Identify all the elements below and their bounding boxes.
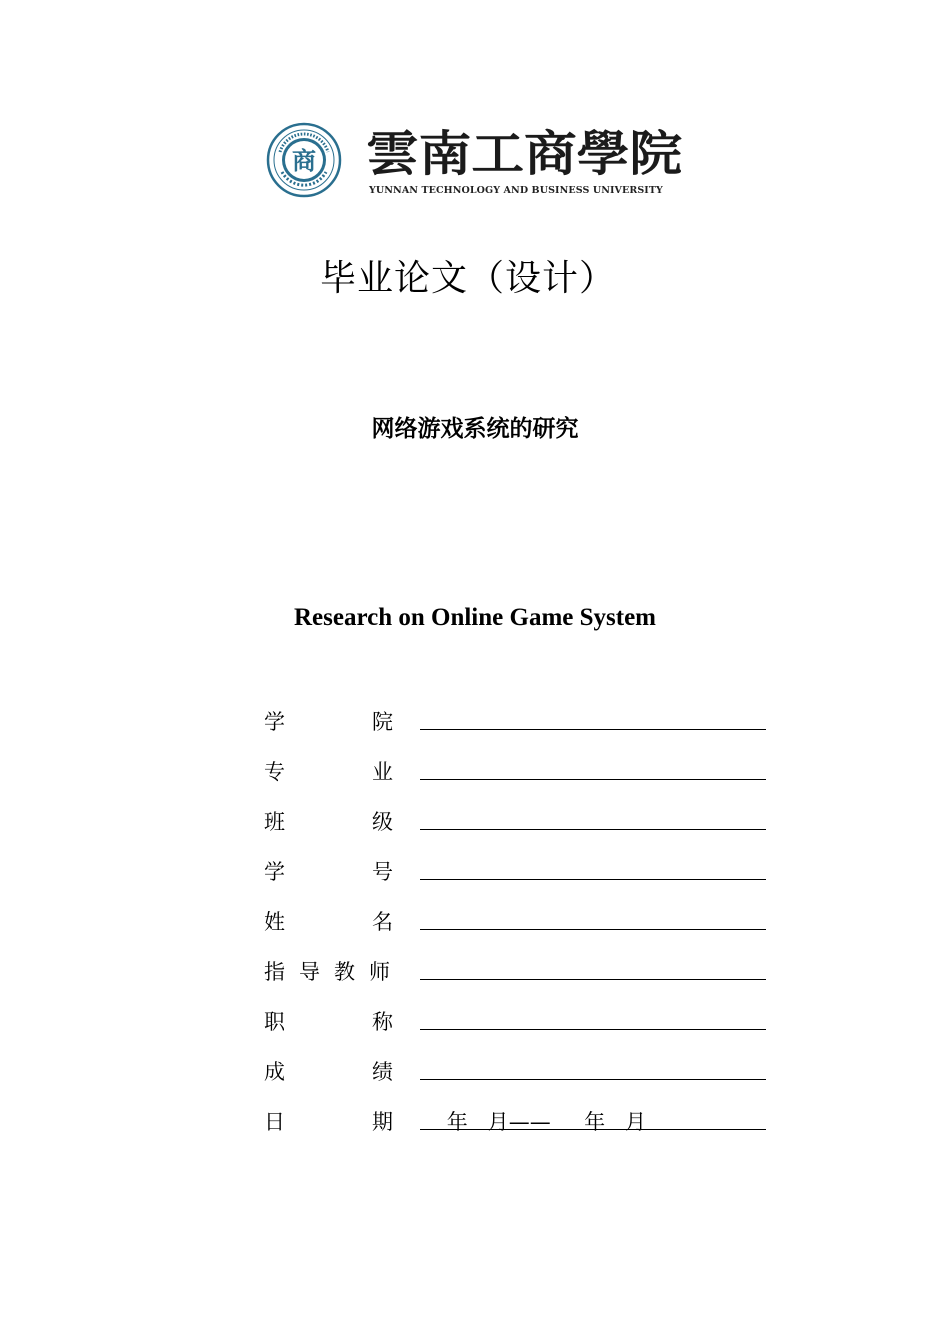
field-label: 称 xyxy=(372,1010,393,1034)
field-label: 院 xyxy=(372,710,393,734)
field-label: 日 xyxy=(264,1110,285,1134)
field-label: 学 xyxy=(264,710,285,734)
field-label: 学 xyxy=(264,860,285,884)
form-row-date xyxy=(264,1100,768,1150)
form-row-college xyxy=(264,700,768,750)
advisor-field[interactable] xyxy=(420,979,766,980)
grade-field[interactable] xyxy=(420,1079,766,1080)
form-row-student-id xyxy=(264,850,768,900)
name-field[interactable] xyxy=(420,929,766,930)
university-seal-icon xyxy=(266,122,342,198)
field-label: 名 xyxy=(372,910,393,934)
form-row-advisor xyxy=(264,950,768,1000)
form-row-class xyxy=(264,800,768,850)
svg-text:商: 商 xyxy=(292,147,316,175)
date-range-value[interactable]: 年 月—— 年 月 xyxy=(420,1110,647,1134)
class-field[interactable] xyxy=(420,829,766,830)
form-row-major xyxy=(264,750,768,800)
professional-title-field[interactable] xyxy=(420,1029,766,1030)
document-type-heading: 毕业论文（设计） xyxy=(319,258,616,299)
svg-text:雲南工商學院: 雲南工商學院 xyxy=(366,126,682,180)
student-id-field[interactable] xyxy=(420,879,766,880)
college-field[interactable] xyxy=(420,729,766,730)
field-label: 号 xyxy=(372,860,393,884)
field-label: 职 xyxy=(264,1010,285,1034)
field-label: 班 xyxy=(264,810,285,834)
field-label: 成 xyxy=(264,1060,285,1084)
field-label: 级 xyxy=(372,810,393,834)
form-row-title xyxy=(264,1000,768,1050)
field-label: 绩 xyxy=(372,1060,393,1084)
thesis-title-chinese: 网络游戏系统的研究 xyxy=(371,416,579,442)
form-row-name xyxy=(264,900,768,950)
university-wordmark xyxy=(366,124,684,180)
date-field-underline xyxy=(420,1129,766,1130)
form-row-grade xyxy=(264,1050,768,1100)
field-label: 期 xyxy=(372,1110,393,1134)
thesis-title-english: Research on Online Game System xyxy=(293,604,656,631)
student-info-form xyxy=(264,700,768,1150)
university-name-english: YUNNAN TECHNOLOGY AND BUSINESS UNIVERSITY xyxy=(369,185,663,196)
field-label: 姓 xyxy=(264,910,285,934)
field-label: 业 xyxy=(372,760,393,784)
university-logo xyxy=(266,122,686,202)
field-label: 指导教师 xyxy=(264,960,404,984)
field-label: 专 xyxy=(264,760,285,784)
major-field[interactable] xyxy=(420,779,766,780)
